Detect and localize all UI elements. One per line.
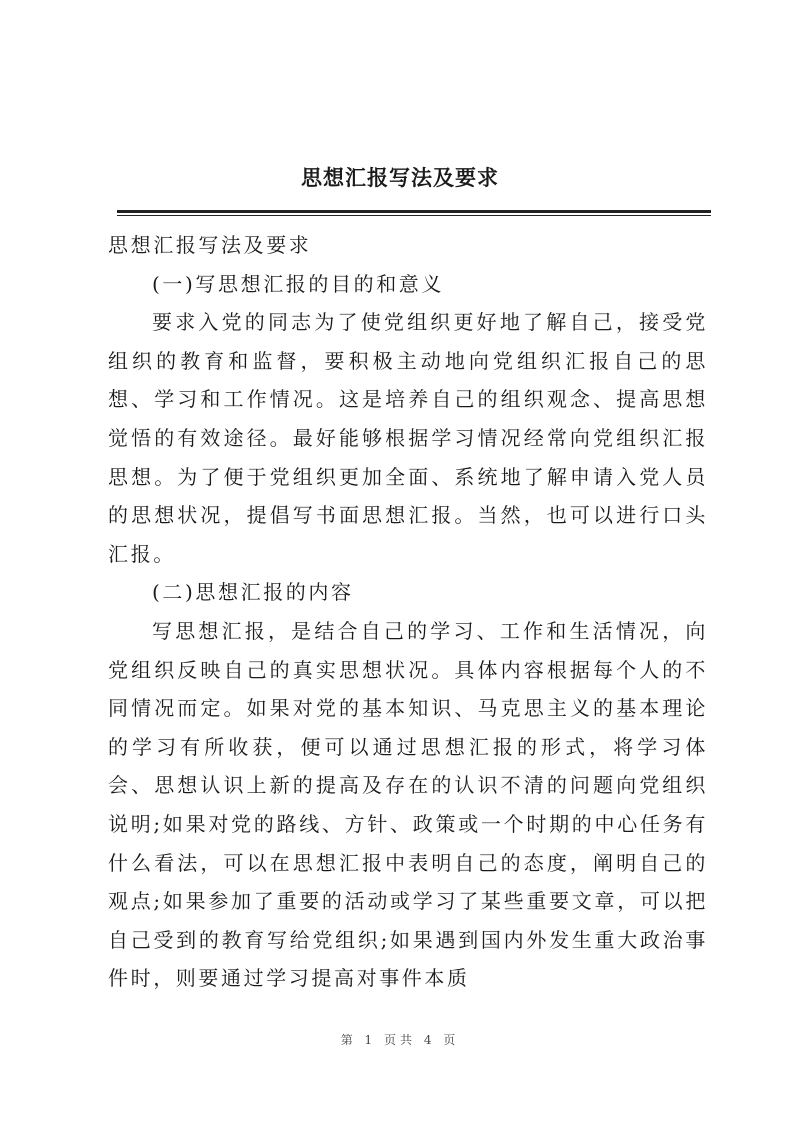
subsection-heading-purpose: (一)写思想汇报的目的和意义 bbox=[152, 271, 445, 296]
subsection-heading-content: (二)思想汇报的内容 bbox=[152, 580, 354, 605]
document-body bbox=[108, 226, 708, 998]
page-footer: 第 1 页共 4 页 bbox=[340, 1033, 460, 1047]
page-title: 思想汇报写法及要求 bbox=[301, 165, 499, 190]
paragraph-content: 写思想汇报，是结合自己的学习、工作和生活情况，向党组织反映自己的真实思想状况。具体内容根据每个人的不同情况而定。如果对党的基本知识、马克思主义的基本理论的学习有所收获，便可以通过思想汇报的形式，将学习体会、思想认识上新的提高及存在的认识不清的问题向党组织说明;如果对党的路线、方针、政策或一个时期的中心任务有什么看法，可以在思想汇报中表明自己的态度，阐明自己的观点;如果参加了重要的活动或学习了某些重要文章，可以把自己受到的教育写给党组织;如果遇到国内外发生重大政治事件时，则要通过学习提高对事件本质 bbox=[108, 618, 708, 991]
section-heading: 思想汇报写法及要求 bbox=[108, 233, 312, 257]
title-divider bbox=[117, 210, 711, 213]
paragraph-purpose: 要求入党的同志为了使党组织更好地了解自己，接受党组织的教育和监督，要积极主动地向党组织汇报自己的思想、学习和工作情况。这是培养自己的组织观念、提高思想觉悟的有效途径。最好能够根据学习情况经常向党组织汇报思想。为了便于党组织更加全面、系统地了解申请入党人员的思想状况，提倡写书面思想汇报。当然，也可以进行口头汇报。 bbox=[108, 310, 708, 566]
